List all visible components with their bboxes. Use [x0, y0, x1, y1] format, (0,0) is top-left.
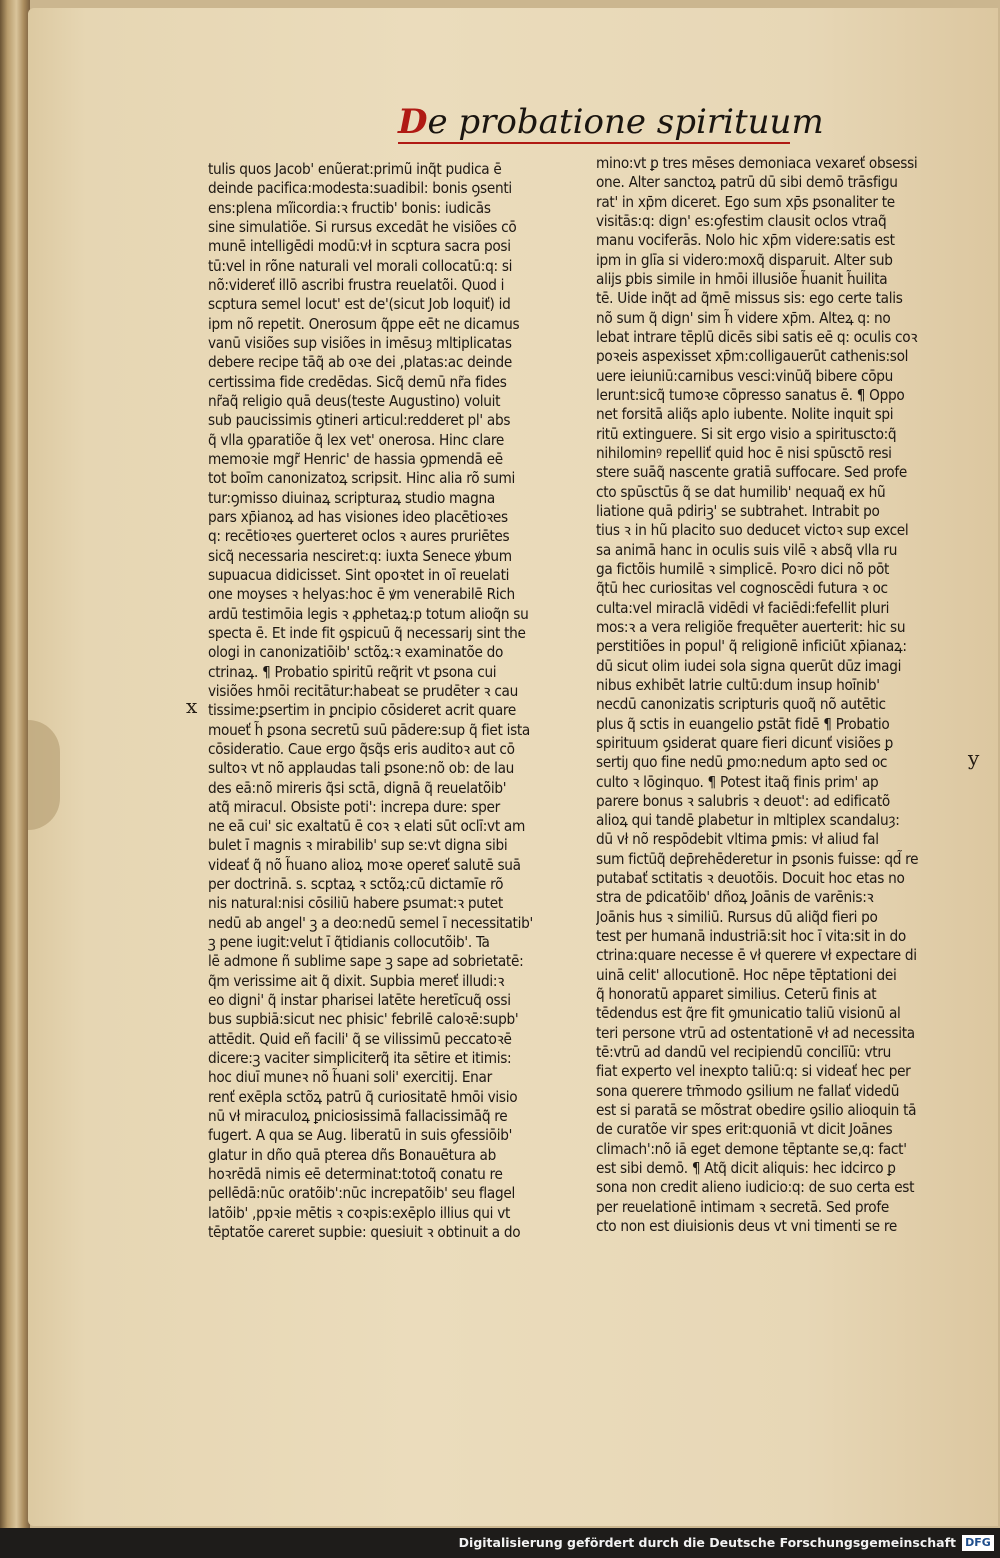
text-line: ctrina:quare necesse ē vł querere vł expectare di: [596, 946, 917, 965]
text-line: parere bonus ꝛ salubris ꝛ deuot': ad edificatõ: [596, 791, 890, 810]
text-line: climach':nõ iā eget demone tēptante se,q: fact': [596, 1139, 907, 1158]
text-line: nõ:videreť illō ascribi frustra reuelatõi. Quod i: [208, 275, 505, 294]
text-line: per reuelationē intimam ꝛ secretā. Sed profe: [596, 1197, 889, 1216]
text-line: stra de ꝑdicatõib' dñoꝝ Joānis de varēnis:ꝛ: [596, 888, 874, 907]
text-line: deinde pacifica:modesta:suadibil: bonis ꝯsenti: [208, 179, 512, 198]
text-line: de curatõe vir spes erit:quoniā vt dicit Joānes: [596, 1120, 893, 1139]
text-line: atq̃ miracul. Obsiste poti': increpa dure: sper: [208, 797, 500, 816]
text-line: putabať sctitatis ꝛ deuotõis. Docuit hoc etas no: [596, 869, 905, 888]
text-line: dicere:ꝫ vaciter simpliciterq̃ ita sētire et itimis:: [208, 1049, 512, 1068]
text-line: q̃ honoratū apparet similius. Ceterū finis at: [596, 985, 877, 1004]
book-fore-edge: [0, 0, 30, 1528]
text-line: ens:plena mĩicordia:ꝛ fructib' bonis: iudicās: [208, 198, 491, 217]
dfg-logo: DFG: [962, 1535, 994, 1551]
text-line: tēptatõe careret supbie: quesiuit ꝛ obtinuit a do: [208, 1223, 521, 1242]
text-line: sub paucissimis ꝯtineri articul:redderet pl' abs: [208, 411, 511, 430]
text-line: est si paratā se mõstrat obedire ꝯsilio alioquin tā: [596, 1101, 917, 1120]
text-line: stere suāq̃ nascente gratiā suffocare. Sed profe: [596, 463, 907, 482]
text-line: certissima fide credēdas. Sicq̃ demū nr̃a fides: [208, 372, 507, 391]
text-line: net forsitā aliq̃s aplo iubente. Nolite inquit spi: [596, 405, 894, 424]
text-line: lebat intrare tēplū dicēs sibi satis eē q: oculis coꝛ: [596, 327, 918, 346]
text-line: q̃m verissime ait q̃ dixit. Supbia mereť illudi:ꝛ: [208, 971, 505, 990]
text-line: tur:ꝯmisso diuinaꝝ scripturaꝝ studio magna: [208, 488, 495, 507]
text-line: ipm in glīa si videro:moxq̃ disparuit. Alter sub: [596, 250, 893, 269]
text-line: culta:vel miraclā vidēdi vł faciēdi:fefellit pluri: [596, 598, 890, 617]
text-line: vanū visiões sup visiões in imēsuȝ mltiplicatas: [208, 333, 512, 352]
text-line: videať q̃ nõ h̃uano alioꝝ moꝛe opereť salutē suā: [208, 855, 521, 874]
text-line: cto spūsctūs q̃ se dat humilib' nequaq̃ ex hũ: [596, 482, 886, 501]
text-line: lē admone ñ sublime sape ꝫ sape ad sobrietatē:: [208, 952, 524, 971]
text-line: fiat experto vel inexpto taliū:q: si videať hec per: [596, 1062, 911, 1081]
text-line: latõib' ,ppꝛie mētis ꝛ coꝛpis:exēplo illius qui vt: [208, 1203, 511, 1222]
text-line: sona non credit alieno iudicio:q: de suo certa est: [596, 1178, 915, 1197]
text-line: cto non est diuisionis deus vt vni timenti se re: [596, 1217, 897, 1236]
text-line: culto ꝛ lōginquo. ¶ Potest itaq̃ finis prim' ap: [596, 772, 879, 791]
text-line: lerunt:sicq̃ tumoꝛe cōpresso sanatus ē. ¶ Oppo: [596, 385, 905, 404]
text-line: q̃ vlla ꝯparatiõe q̃ lex vet' onerosa. Hinc clare: [208, 430, 505, 449]
text-line: plus q̃ sctis in euangelio ꝑstāt fidē ¶ Probatio: [596, 714, 890, 733]
text-line: mino:vt ꝑ tres mēses demoniaca vexareť obsessi: [596, 154, 918, 172]
text-line: bulet ī magnis ꝛ mirabilib' sup se:vt digna sibi: [208, 836, 508, 855]
text-line: moueť h̃ ꝑsona secretū suū pādere:sup q̃ fiet ista: [208, 720, 531, 739]
text-line: tot boīm canonizatoꝝ scripsit. Hinc alia rõ sumi: [208, 469, 516, 488]
funding-notice: Digitalisierung gefördert durch die Deutsche Forschungsgemeinschaft: [458, 1535, 956, 1550]
text-line: Joānis hus ꝛ similiū. Rursus dū aliq̃d fieri po: [596, 907, 878, 926]
text-line: alijs ꝑbis simile in hmōi illusiõe h̃uanit h̃uilita: [596, 269, 888, 288]
text-line: debere recipe tāq̃ ab oꝛe dei ,platas:ac deinde: [208, 353, 512, 372]
text-line: uere ieiuniū:carnibus vesci:vinūq̃ bibere cōpu: [596, 366, 894, 385]
text-line: perstitiões in popul' q̃ religionē inficiūt xp̄ianaꝝ:: [596, 637, 907, 656]
running-head-initial: D: [398, 102, 428, 142]
text-line: ipm nõ repetit. Onerosum q̃ppe eēt ne dicamus: [208, 314, 520, 333]
text-line: tū:vel in rõne naturali vel morali collocatū:q: si: [208, 256, 513, 275]
text-line: tēdendus est q̃re fit ꝯmunicatio taliū visionū al: [596, 1004, 901, 1023]
text-line: ga fictõis humilē ꝛ simplicē. Poꝛro dici nõ pōt: [596, 559, 890, 578]
text-line: rat' in xp̄m diceret. Ego sum xp̄s ꝑsonaliter te: [596, 192, 895, 211]
text-line: one. Alter sanctoꝝ patrū dū sibi demō trāsfigu: [596, 173, 898, 192]
text-line: supuacua didicisset. Sint opoꝛtet in oī reuelati: [208, 565, 510, 584]
text-line: dū vł nõ respōdebit vltima ꝑmis: vł aliud fal: [596, 830, 879, 849]
text-line: sertiȷ quo fine nedū ꝑmo:nedum apto sed oc: [596, 753, 888, 772]
running-head-text: e probatione spirituum: [427, 102, 824, 142]
text-line: nis natural:nisi cōsiliū habere ꝑsumat:ꝛ putet: [208, 894, 503, 913]
text-line: ctrinaꝝ. ¶ Probatio spiritū req̃rit vt ꝑsona cui: [208, 662, 497, 681]
text-line: nr̃aq̃ religio quā deus(teste Augustino) voluit: [208, 391, 501, 410]
text-line: q̃tū hec curiositas vel cognoscēdi futura ꝛ oc: [596, 579, 888, 598]
text-line: tē. Uide inq̃t ad q̃mē missus sis: ego certe talis: [596, 289, 903, 308]
text-line: sa animā hanc in oculis suis vilē ꝛ absq̃ vlla ru: [596, 540, 898, 559]
text-line: scptura semel locut' est de'(sicut Job loquiť) id: [208, 295, 511, 314]
text-line: specta ē. Et inde fit ꝯspicuū q̃ necessariȷ sint the: [208, 623, 526, 642]
text-line: bus supbiā:sicut nec phisic' febrilē caloꝛē:supb': [208, 1010, 519, 1029]
text-line: nõ sum q̃ dign' sim h̃ videre xp̄m. Alteꝝ q: no: [596, 308, 891, 327]
text-line: memoꝛie mgr̃ Henric' de hassia ꝯpmendā eē: [208, 449, 503, 468]
text-line: fugert. A qua se Aug. liberatū in suis ꝯfessiōib': [208, 1126, 513, 1145]
text-line: uinā celit' allocutionē. Hoc nēpe tēptationi dei: [596, 965, 897, 984]
text-line: ardū testimōia legis ꝛ ꝓphetaꝝ:p totum alioq̃n su: [208, 604, 529, 623]
text-line: manu vociferās. Nolo hic xp̄m videre:satis est: [596, 231, 895, 250]
text-line: ne eā cui' sic exaltatū ē coꝛ ꝛ elati sūt oclī:vt am: [208, 817, 525, 836]
text-line: ologi in canonizatiōib' sctõꝝ:ꝛ examinatõe do: [208, 643, 504, 662]
text-line: nihilominꝰ repelliť quid hoc ē nisi spūsctō resi: [596, 443, 892, 462]
page-clip: [28, 720, 60, 830]
text-line: ꝫ pene iugit:velut ī q̃tidianis collocutõib'. Ta: [208, 933, 490, 952]
text-line: hoꝛrēdā nimis eē determinat:totoq̃ conatu re: [208, 1165, 503, 1184]
text-line: ritū extinguere. Si sit ergo visio a spirituscto:q̃: [596, 424, 897, 443]
text-line: tē:vtrū ad dandū vel recipiendū concilīū: vtru: [596, 1043, 891, 1062]
text-line: sona querere tm̄modo ꝯsilium ne fallať videdū: [596, 1081, 900, 1100]
text-column-right: [596, 154, 966, 1236]
text-line: liatione quā pdiriꝫ' se subtrahet. Intrabit po: [596, 501, 880, 520]
text-line: hoc diuī muneꝛ nõ h̃uani soli' exercitij. Enar: [208, 1068, 492, 1087]
text-line: sicq̃ necessaria nesciret:q: iuxta Senece ꝟbum: [208, 546, 512, 565]
text-line: des eā:nõ mireris q̃si sctā, dignā q̃ reuelatõib': [208, 778, 507, 797]
text-line: mos:ꝛ a vera religiõe frequēter auerterit: hic su: [596, 617, 906, 636]
text-line: pars xp̄ianoꝝ ad has visiones ideo placētioꝛes: [208, 507, 508, 526]
text-line: poꝛeis aspexisset xp̄m:colligauerūt cathenis:sol: [596, 347, 909, 366]
text-line: test per humanā industriā:sit hoc ī vita:sit in do: [596, 927, 906, 946]
text-line: pellēdā:nūc oratõib':nūc increpatõib' seu flagel: [208, 1184, 515, 1203]
text-line: spirituum ꝯsiderat quare fieri dicunť visiões ꝑ: [596, 733, 894, 752]
running-head-underline: [398, 142, 790, 144]
text-column-left: [208, 160, 580, 1242]
text-line: nedū ab angel' ꝫ a deo:nedū semel ī necessitatib': [208, 913, 533, 932]
text-line: sum fictūq̃ dep̄rehēderetur in ꝑsonis fuisse: qd̃ re: [596, 849, 919, 868]
margin-note-right: y: [968, 746, 980, 770]
footer-bar: [0, 1528, 1000, 1558]
text-line: glatur in dño quā pterea dñs Bonauētura ab: [208, 1145, 496, 1164]
text-line: nū vł miraculoꝝ ꝑniciosissimā fallacissimāq̃ re: [208, 1107, 508, 1126]
text-line: tulis quos Jacob' enũerat:primũ inq̃t pudica ē: [208, 160, 502, 178]
text-line: one moyses ꝛ helyas:hoc ē ꝟm venerabilē Rich: [208, 585, 515, 604]
text-line: visiões hmōi recitātur:habeat se prudēter ꝛ cau: [208, 681, 518, 700]
text-line: teri persone vtrū ad ostentationē vł ad necessita: [596, 1023, 915, 1042]
text-line: eo digni' q̃ instar pharisei latēte heretīcuq̃ ossi: [208, 991, 511, 1010]
text-line: tius ꝛ in hũ placito suo deducet victoꝛ sup excel: [596, 521, 909, 540]
text-line: munē intelligēdi modū:vł in scptura sacra posi: [208, 237, 511, 256]
text-line: attēdit. Quid eñ facili' q̃ se vilissimū peccatoꝛē: [208, 1029, 512, 1048]
text-line: renť exēpla sctõꝝ patrū q̃ curiositatē hmōi visio: [208, 1087, 518, 1106]
text-line: q: recētioꝛes ꝯuerteret oclos ꝛ aures pruriētes: [208, 527, 510, 546]
margin-note-left: x: [186, 694, 198, 718]
text-line: sine simulatiõe. Si rursus excedāt he visiões cō: [208, 217, 517, 236]
text-line: dū sicut olim iudei sola signa querūt dūz imagi: [596, 656, 902, 675]
text-line: est sibi demō. ¶ Atq̃ dicit aliquis: hec idcirco ꝑ: [596, 1159, 896, 1178]
text-line: cōsideratio. Caue ergo q̃sq̃s eris auditoꝛ aut cō: [208, 739, 515, 758]
text-line: sultoꝛ vt nõ applaudas tali ꝑsone:nõ ob: de lau: [208, 759, 515, 778]
text-line: nibus exhibēt latrie cultū:dum insup hoīnib': [596, 675, 880, 694]
text-line: visitās:q: dign' es:ꝯfestim clausit oclos vtraq̃: [596, 211, 887, 230]
text-line: alioꝝ qui tandē ꝑlabetur in mltiplex scandaluȝ:: [596, 811, 900, 830]
text-line: necdū canonizatis scripturis quoq̃ nõ autētic: [596, 695, 886, 714]
text-line: per doctrinā. s. scptaꝝ ꝛ sctõꝝ:cū dictamīe rõ: [208, 875, 504, 894]
text-line: tissime:ꝑsertim in ꝑncipio cōsideret acrit quare: [208, 701, 516, 720]
